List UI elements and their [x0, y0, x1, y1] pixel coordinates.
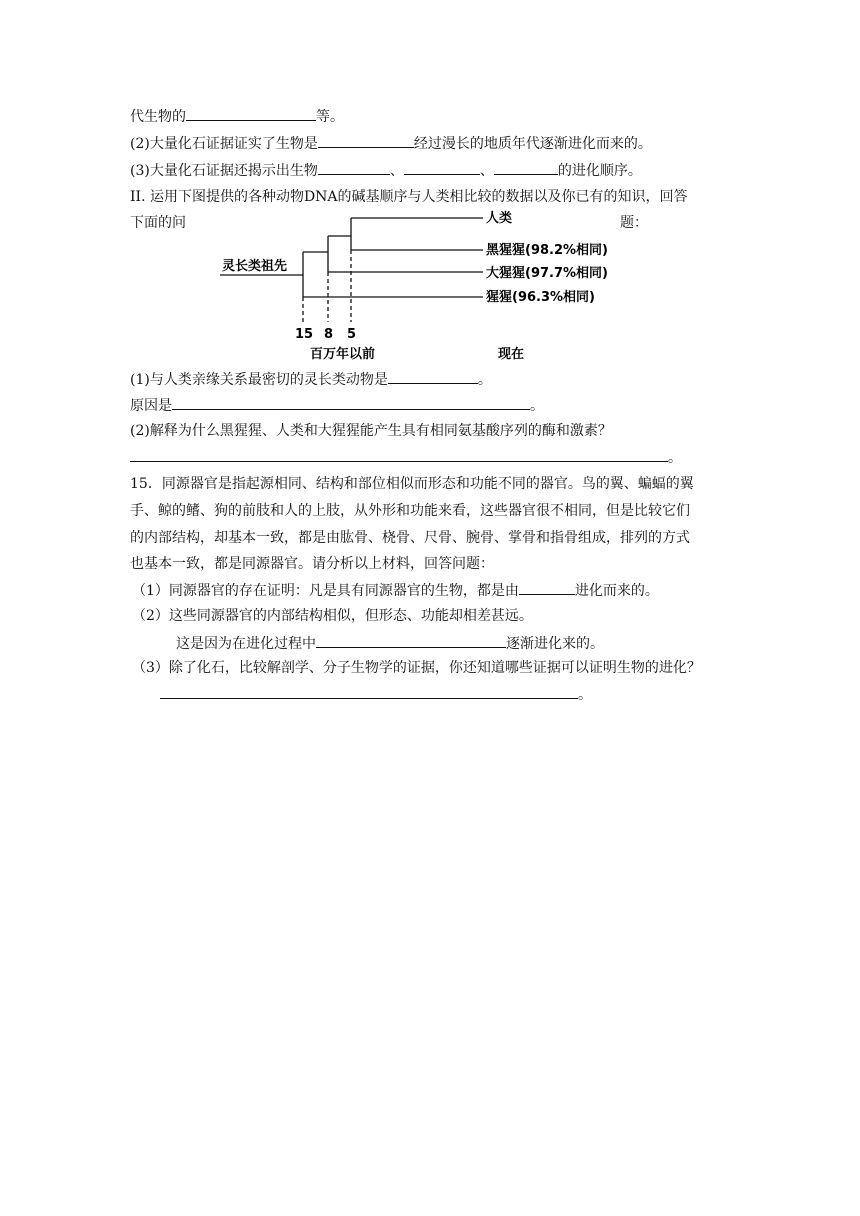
- text: (1)与人类亲缘关系最密切的灵长类动物是: [130, 372, 388, 388]
- answer-blank[interactable]: [388, 369, 478, 384]
- text: 代生物的: [130, 109, 186, 125]
- answer-blank[interactable]: [316, 633, 506, 648]
- text: 。: [578, 687, 592, 703]
- q15-s2: （2）这些同源器官的内部结构相似，但形态、功能却相差甚远。: [132, 608, 533, 624]
- q15-p3: 的内部结构，却基本一致，都是由肱骨、桡骨、尺骨、腕骨、掌骨和指骨组成，排列的方式: [130, 530, 690, 546]
- tick-8: 8: [324, 327, 334, 342]
- chimp-label: 黑猩猩(98.2%相同): [486, 243, 608, 258]
- q15-s2b: [176, 633, 604, 654]
- text: (2)大量化石证据证实了生物是: [130, 136, 318, 152]
- text: 的进化顺序。: [557, 163, 642, 179]
- answer-blank[interactable]: [494, 160, 558, 175]
- text: (3)大量化石证据还揭示出生物: [130, 163, 318, 179]
- tick-5: 5: [347, 327, 357, 342]
- text: 逐渐进化来的。: [506, 636, 604, 652]
- text: 。: [477, 372, 492, 388]
- q15-p4: 也基本一致，都是同源器官。请分析以上材料，回答问题：: [130, 556, 494, 572]
- gorilla-label: 大猩猩(97.7%相同): [486, 266, 608, 281]
- q15-s3: （3）除了化石，比较解剖学、分子生物学的证据，你还知道哪些证据可以证明生物的进化？: [132, 660, 701, 676]
- text: 这是因为在进化过程中: [176, 636, 316, 652]
- text: （1）同源器官的存在证明：凡是具有同源器官的生物，都是由: [132, 583, 519, 599]
- part2-intro: II. 运用下图提供的各种动物DNA的碱基顺序与人类相比较的数据以及你已有的知识，回答: [130, 189, 688, 205]
- answer-blank[interactable]: [160, 684, 578, 699]
- orangutan-label: 猩猩(96.3%相同): [486, 290, 595, 305]
- axis-past-label: 百万年以前: [310, 347, 376, 362]
- part2-q2: (2)解释为什么黑猩猩、人类和大猩猩能产生具有相同氨基酸序列的酶和激素？: [130, 423, 612, 439]
- q15-s1: [132, 580, 659, 601]
- text: 、: [389, 163, 404, 179]
- part2-q2-answer: [130, 447, 682, 468]
- text: 等。: [316, 109, 344, 125]
- answer-blank[interactable]: [172, 395, 530, 410]
- q15-p1: 15．同源器官是指起源相同、结构和部位相似而形态和功能不同的器官。鸟的翼、蝙蝠的翼: [130, 476, 694, 492]
- answer-blank[interactable]: [130, 447, 668, 462]
- answer-blank[interactable]: [318, 160, 390, 175]
- axis-now-label: 现在: [498, 347, 525, 362]
- part2-q1: [130, 369, 492, 390]
- answer-blank[interactable]: [519, 580, 575, 595]
- phylogeny-diagram: [210, 200, 630, 365]
- q15-p2: 手、鲸的鳍、狗的前肢和人的上肢，从外形和功能来看，这些器官很不相同，但是比较它们: [130, 503, 690, 519]
- tick-15: 15: [295, 327, 314, 342]
- ancestor-label: 灵长类祖先: [222, 259, 288, 274]
- answer-blank[interactable]: [404, 160, 480, 175]
- text: 、: [479, 163, 494, 179]
- answer-blank[interactable]: [318, 133, 414, 148]
- text: 经过漫长的地质年代逐渐进化而来的。: [413, 136, 652, 152]
- q1-sub2: [130, 133, 652, 154]
- text: 原因是: [130, 398, 172, 414]
- text: 进化而来的。: [574, 583, 659, 599]
- text: 。: [668, 450, 682, 466]
- q15-s3-answer: [160, 684, 592, 705]
- human-label: 人类: [486, 211, 513, 226]
- part2-intro-2: 下面的问: [130, 215, 186, 231]
- q1-line1: [130, 106, 344, 127]
- text: 。: [530, 398, 544, 414]
- part2-intro-3: 题：: [620, 215, 648, 231]
- part2-reason: [130, 395, 544, 416]
- answer-blank[interactable]: [186, 106, 316, 121]
- q1-sub3: [130, 160, 642, 181]
